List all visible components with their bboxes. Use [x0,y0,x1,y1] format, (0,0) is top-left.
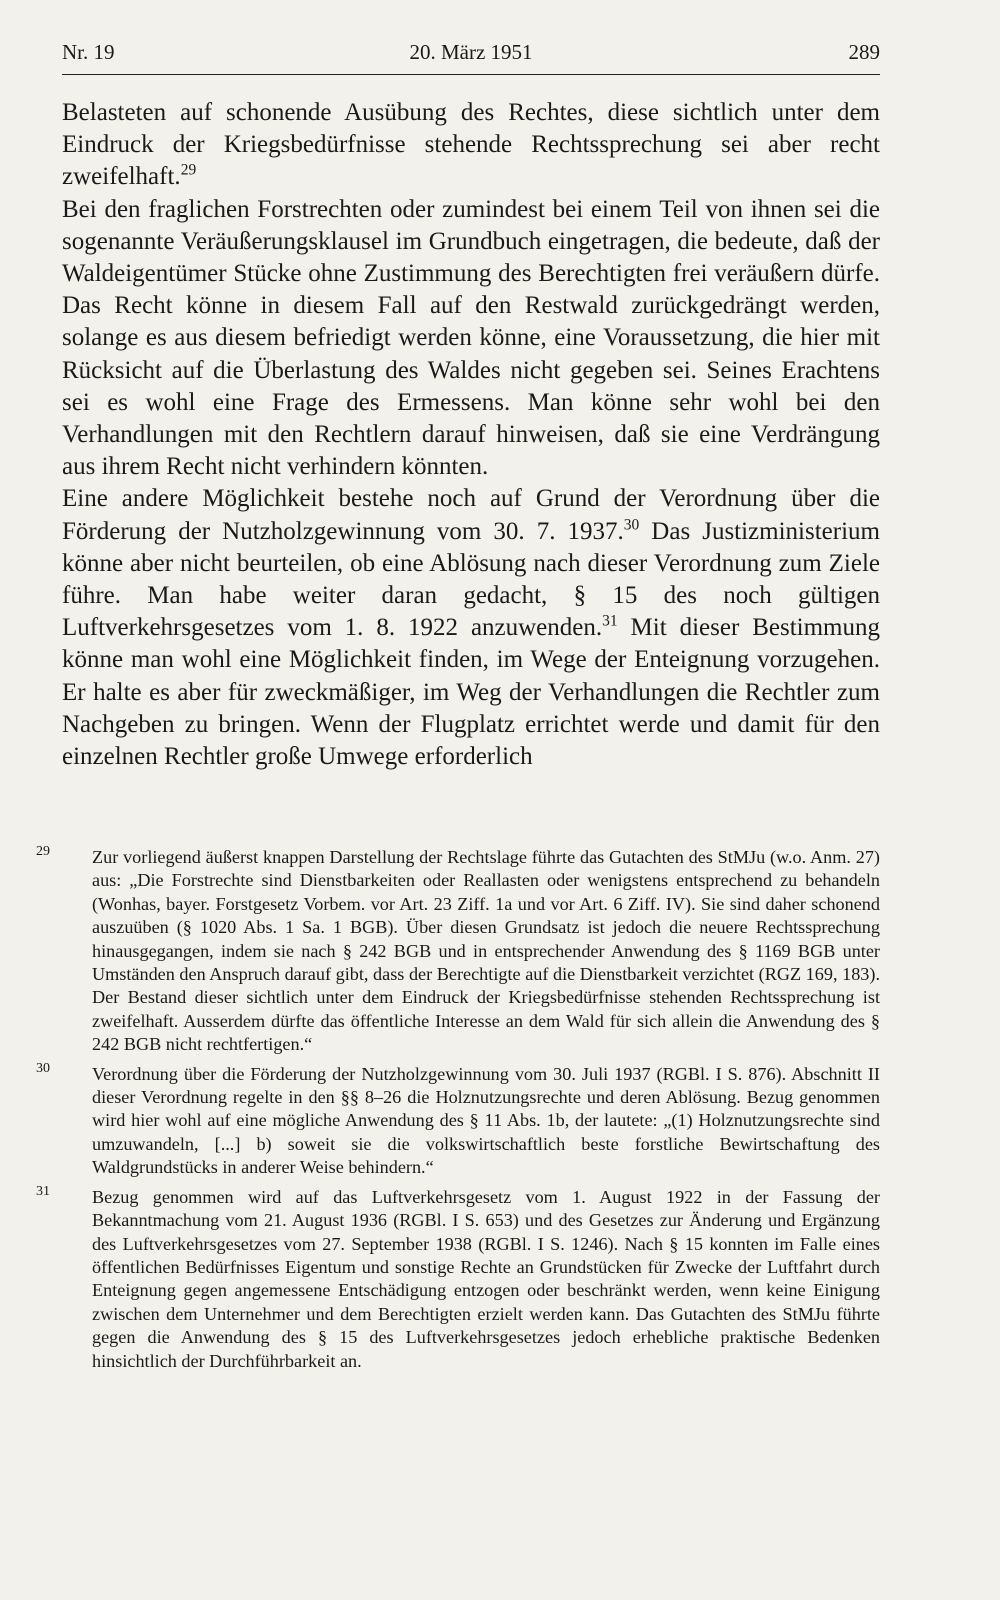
footnote-text: Bezug genommen wird auf das Luftverkehrsgesetz vom 1. August 1922 in der Fassung der Bekanntmachung vom 21. August 1936 (RGBl. I S. 653) und des Gesetzes zur Änderung und Ergänzung des Luftverkehrsgesetzes vom 27. September 1938 (RGBl. I S. 1246). Nach § 15 konnten im Falle eines öffentlichen Bedürfnisses Eigentum und sonstige Rechte an Grundstücken für Zwecke der Luftfahrt durch Enteignung gegen angemessene Entschädigung entzogen oder beschränkt werden, wenn keine Einigung zwischen dem Unternehmer und dem Berechtigten erzielt werden kann. Das Gutachten des StMJu führte gegen die Anwendung des § 15 des Luftverkehrsgesetzes jedoch erhebliche praktische Bedenken hinsichtlich der Durchführbarkeit an. [92,1186,880,1371]
footnote-number: 29 [36,844,50,859]
footnote-30 [36,1060,880,1180]
footnote-31 [36,1183,880,1373]
footnote-number: 30 [36,1060,50,1076]
paragraph-3 [62,483,880,773]
footnote-ref-29[interactable]: 29 [180,162,197,180]
footnote-text: Zur vorliegend äußerst knappen Darstellung der Rechtslage führte das Gutachten des StMJu (w.o. Anm. 27) aus: „Die Forstrechte sind Dienstbarkeiten oder Reallasten oder wenigstens entsprechend zu behandeln (Wonhas, bayer. Forstgesetz Vorbem. vor Art. 23 Ziff. 1a und vor Art. 6 Ziff. IV). Sie sind daher schonend auszuüben (§ 1020 Abs. 1 Sa. 1 BGB). Über diesen Grundsatz ist jedoch die neuere Rechtssprechung hinausgegangen, indem sie nach § 242 BGB und in entsprechender Anwendung des § 1169 BGB unter Umständen den Anspruch darauf gibt, dass der Berechtigte auf die Dienstbarkeit verzichtet (RGZ 169, 183). Der Bestand dieser sichtlich unter dem Eindruck der Kriegsbedürfnisse stehenden Rechtssprechung ist zweifelhaft. Ausserdem dürfte das öffentliche Interesse an dem Wald für sich allein die Anwendung des § 242 BGB nicht rechtfertigen.“ [92,847,880,1055]
issue-number: Nr. 19 [62,40,115,64]
footnote-ref-31[interactable]: 31 [602,612,618,630]
main-text [62,97,880,773]
paragraph-3-text-c: Mit dieser Bestimmung könne man wohl eine Möglichkeit finden, im Wege der Enteignung vorzugehen. Er halte es aber für zweckmäßiger, im Weg der Verhandlungen die Rechtler zum Nachgeben zu bringen. Wenn der Flugplatz errichtet werde und damit für den einzelnen Rechtler große Umwege erforderlich [62,614,880,771]
session-date: 20. März 1951 [409,40,533,64]
paragraph-2: Bei den fraglichen Forstrechten oder zumindest bei einem Teil von ihnen sei die sogenannte Veräußerungsklausel im Grundbuch eingetragen, die bedeute, daß der Waldeigentümer Stücke ohne Zustimmung des Berechtigten frei veräußern dürfe. Das Recht könne in diesem Fall auf den Restwald zurückgedrängt werden, solange es aus diesem befriedigt werden könne, eine Voraussetzung, die hier mit Rücksicht auf die Überlastung des Waldes nicht gegeben sei. Seines Erachtens sei es wohl eine Frage des Ermessens. Man könne sehr wohl bei den Verhandlungen mit den Rechtlern darauf hinweisen, daß sie eine Verdrängung aus ihrem Recht nicht verhindern könnten. [62,195,880,481]
footnote-29 [36,844,880,1057]
footnotes [36,844,880,1379]
paragraph-3-text-a: Eine andere Möglichkeit bestehe noch auf Grund der Verordnung über die Förderung der Nutzholzgewinnung vom 30. 7. 1937. [62,485,880,545]
paragraph-1-text: Belasteten auf schonende Ausübung des Rechtes, diese sichtlich unter dem Eindruck der Kriegsbedürfnisse stehende Rechtssprechung sei aber recht zweifelhaft. [62,99,880,191]
paragraph-3-text-b: Das Justizministerium könne aber nicht beurteilen, ob eine Ablösung nach dieser Verordnung zum Ziele führe. Man habe weiter daran gedacht, § 15 des noch gültigen Luftverkehrsgesetzes vom 1. 8. 1922 anzuwenden. [62,517,880,642]
footnote-text: Verordnung über die Förderung der Nutzholzgewinnung vom 30. Juli 1937 (RGBl. I S. 876). Abschnitt II dieser Verordnung regelte in den §§ 8–26 die Holznutzungsrechte und deren Ablösung. Bezug genommen wird hier wohl auf eine mögliche Anwendung des § 11 Abs. 1b, der lautete: „(1) Holznutzungsrechte sind umzuwandeln, [...] b) soweit sie die volkswirtschaftlich beste forstliche Bewirtschaftung des Waldgrundstücks in anderer Weise behindern.“ [92,1063,880,1178]
footnote-number: 31 [36,1183,50,1199]
paragraph-1 [62,97,880,194]
footnote-ref-30[interactable]: 30 [623,516,640,534]
running-header [62,38,880,75]
page-number: 289 [848,40,880,64]
